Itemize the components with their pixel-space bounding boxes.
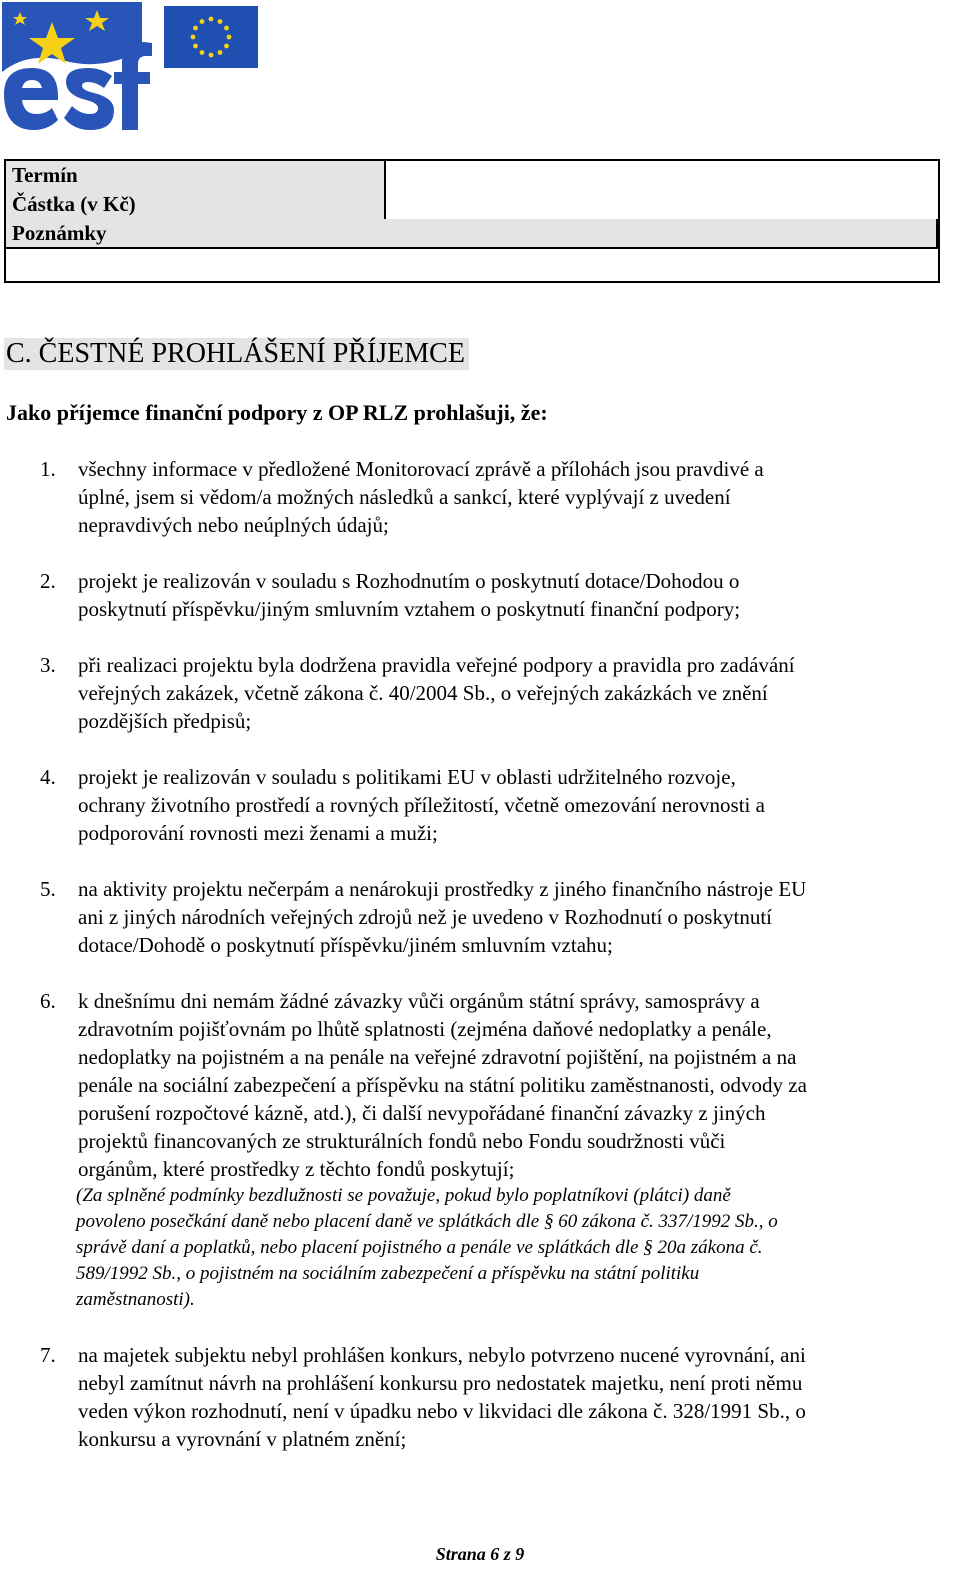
item-line: zdravotním pojišťovnám po lhůtě splatnosti (zejména daňové nedoplatky a penále, <box>78 1017 772 1041</box>
value-termin <box>386 161 938 190</box>
item-line: k dnešnímu dni nemám žádné závazky vůči orgánům státní správy, samosprávy a <box>78 989 760 1013</box>
item-number: 6. <box>40 989 56 1013</box>
value-castka <box>386 190 938 219</box>
item-number: 3. <box>40 653 56 677</box>
item-line: konkursu a vyrovnání v platném znění; <box>78 1427 407 1451</box>
section-heading: C. ČESTNÉ PROHLÁŠENÍ PŘÍJEMCE <box>4 338 469 370</box>
row-poznamky <box>6 219 938 247</box>
item-line: nebyl zamítnut návrh na prohlášení konkursu pro nedostatek majetku, není proti němu <box>78 1371 803 1395</box>
item-line: nepravdivých nebo neúplných údajů; <box>78 513 389 537</box>
notes-field <box>6 247 938 281</box>
item-line: dotace/Dohodě o poskytnutí příspěvku/jiném smluvním vztahu; <box>78 933 613 957</box>
page-footer <box>0 1544 960 1565</box>
list-item <box>0 455 960 539</box>
list-item <box>0 651 960 735</box>
item-number: 7. <box>40 1343 56 1367</box>
list-item <box>0 1341 960 1453</box>
item-line: podporování rovnosti mezi ženami a muži; <box>78 821 438 845</box>
item-text <box>78 763 938 847</box>
item-text <box>78 875 938 959</box>
note-line: zaměstnanosti). <box>76 1289 195 1310</box>
row-castka <box>6 190 938 219</box>
info-table <box>4 159 940 283</box>
item-line: na majetek subjektu nebyl prohlášen konkurs, nebylo potvrzeno nucené vyrovnání, ani <box>78 1343 806 1367</box>
item-line: projekt je realizován v souladu s politikami EU v oblasti udržitelného rozvoje, <box>78 765 736 789</box>
item-line: nedoplatky na pojistném a na penále na veřejné zdravotní pojištění, na pojistném a na <box>78 1045 797 1069</box>
section-intro: Jako příjemce finanční podpory z OP RLZ prohlašuji, že: <box>6 400 548 425</box>
item-text <box>78 567 938 623</box>
page-number: Strana 6 z 9 <box>435 1544 525 1564</box>
label-poznamky: Poznámky <box>6 219 938 247</box>
note-line: správě daní a poplatků, nebo placení pojistného a penále ve splátkách dle § 20a zákona č. <box>76 1237 763 1258</box>
item-line: penále na sociální zabezpečení a příspěvku na státní politiku zaměstnanosti, odvody za <box>78 1073 807 1097</box>
item-line: ochrany životního prostředí a rovných příležitostí, včetně omezování nerovnosti a <box>78 793 765 817</box>
item-text <box>78 987 938 1183</box>
declaration-list <box>0 455 960 1481</box>
note-line: (Za splněné podmínky bezdlužnosti se považuje, pokud bylo poplatníkovi (plátci) daně <box>76 1185 731 1206</box>
item-text <box>78 651 938 735</box>
item-line: veden výkon rozhodnutí, není v úpadku nebo v likvidaci dle zákona č. 328/1991 Sb., o <box>78 1399 806 1423</box>
note-line: 589/1992 Sb., o pojistném na sociálním zabezpečení a příspěvku na státní politiku <box>76 1263 700 1284</box>
item-line: projekt je realizován v souladu s Rozhodnutím o poskytnutí dotace/Dohodou o <box>78 569 740 593</box>
list-item <box>0 875 960 959</box>
item-line: orgánům, které prostředky z těchto fondů poskytují; <box>78 1157 515 1181</box>
list-item <box>0 987 960 1313</box>
list-item <box>0 763 960 847</box>
esf-logo <box>2 2 264 132</box>
item-number: 4. <box>40 765 56 789</box>
item-line: všechny informace v předložené Monitorovací zprávě a přílohách jsou pravdivé a <box>78 457 764 481</box>
esf-logo-blue-field <box>2 2 142 72</box>
item-line: pozdějších předpisů; <box>78 709 252 733</box>
item-line: poskytnutí příspěvku/jiným smluvním vztahem o poskytnutí finanční podpory; <box>78 597 741 621</box>
item-note <box>76 1183 960 1313</box>
item-line: úplné, jsem si vědom/a možných následků a sankcí, které vyplývají z uvedení <box>78 485 731 509</box>
list-item <box>0 567 960 623</box>
item-number: 2. <box>40 569 56 593</box>
item-number: 5. <box>40 877 56 901</box>
label-castka: Částka (v Kč) <box>6 190 386 219</box>
eu-flag <box>164 6 258 68</box>
item-line: na aktivity projektu nečerpám a nenárokuji prostředky z jiného finančního nástroje EU <box>78 877 807 901</box>
item-line: projektů financovaných ze strukturálních fondů nebo Fondu soudržnosti vůči <box>78 1129 726 1153</box>
item-text <box>78 1341 938 1453</box>
row-termin <box>6 161 938 190</box>
item-text <box>78 455 938 539</box>
item-line: veřejných zakázek, včetně zákona č. 40/2004 Sb., o veřejných zakázkách ve znění <box>78 681 768 705</box>
item-number: 1. <box>40 457 56 481</box>
item-line: ani z jiných národních veřejných zdrojů než je uvedeno v Rozhodnutí o poskytnutí <box>78 905 772 929</box>
item-line: porušení rozpočtové kázně, atd.), či další nevypořádané finanční závazky z jiných <box>78 1101 766 1125</box>
item-line: při realizaci projektu byla dodržena pravidla veřejné podpory a pravidla pro zadávání <box>78 653 795 677</box>
note-line: povoleno posečkání daně nebo placení daně ve splátkách dle § 60 zákona č. 337/1992 Sb., o <box>76 1211 778 1232</box>
label-termin: Termín <box>6 161 386 190</box>
